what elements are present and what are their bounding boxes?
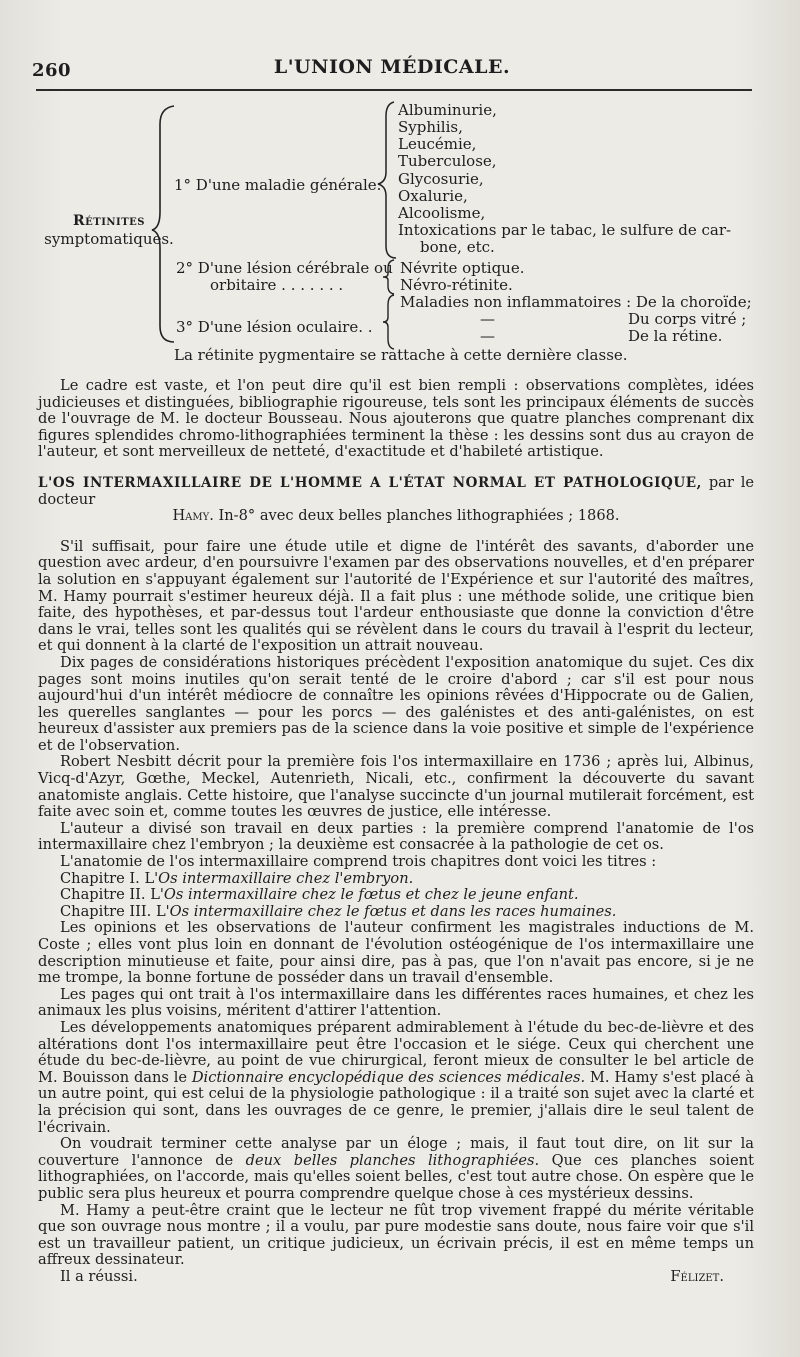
section-byline [38, 508, 754, 525]
item-glycosurie: Glycosurie, [398, 170, 484, 188]
chapter-3 [38, 904, 754, 921]
paragraph-eloge-before: On voudrait terminer cette analyse par un éloge ; mais, il faut tout dire, on lit sur la couverture l'annonce de [38, 1135, 754, 1169]
paragraph-4: L'auteur a divisé son travail en deux parties : la première comprend l'anatomie de l'os intermaxillaire chez l'embryon ; la deuxième est consacrée à la pathologie de cet os. [38, 819, 754, 854]
item-tuberculose: Tuberculose, [398, 152, 497, 170]
paragraph-3: Robert Nesbitt décrit pour la première fois l'os intermaxillaire en 1736 ; après lui, Albinus, Vicq-d'Azyr, Gœthe, Meckel, Autenrieth, Nicali, etc., confirment la découverte du savant anatomiste anglais. Cette histoire, que l'analyse succincte d'un journal mutilerait forcément, est faite avec soin et, comme toutes les œuvres de justice, elle intéresse. [38, 753, 754, 821]
section-title: L'OS INTERMAXILLAIRE DE L'HOMME A L'ÉTAT NORMAL ET PATHOLOGIQUE, [38, 474, 702, 491]
chapter-1-title: Os intermaxillaire chez l'embryon. [158, 869, 414, 887]
paragraph-cadre: Le cadre est vaste, et l'on peut dire qu'il est bien rempli : observations complètes, idées judicieuses et distinguées, bibliographie rigoureuse, tels sont les principaux éléments de succès de l'ouvrage de M. le docteur Bousseau. Nous ajouterons que quatre planches comprenant dix figures splendides chromo-lithographiées terminent la thèse : les dessins sont dus au crayon de l'auteur, et sont merveilleux de netteté, d'exactitude et d'habileté artistique. [38, 377, 754, 461]
paragraph-eloge-italic: deux belles planches lithographiées. [245, 1151, 540, 1169]
category-3-label: 3° D'une lésion oculaire. . [176, 318, 373, 336]
dash-2: — [480, 327, 495, 345]
chapter-2-label: Chapitre II. [60, 886, 146, 904]
item-leucemie: Leucémie, [398, 135, 477, 153]
chapter-1-lead: L' [144, 869, 159, 887]
brace-2-icon [380, 258, 398, 296]
item-alcoolisme: Alcoolisme, [398, 204, 486, 222]
item-intoxications-cont: bone, etc. [420, 238, 495, 256]
dash-1: — [480, 310, 495, 328]
article-body [38, 378, 754, 1286]
section-author: Hamy. [172, 507, 214, 525]
chapter-2-lead: L' [150, 886, 164, 904]
item-nevrite: Névrite optique. [400, 259, 525, 277]
paragraph-5: L'anatomie de l'os intermaxillaire comprend trois chapitres dont voici les titres : [60, 853, 657, 871]
paragraph-6: Les opinions et les observations de l'auteur confirment les magistrales inductions de M. Coste ; elles vont plus loin en donnant de l'évolution ostéogénique de l'os intermaxillaire une description minutieuse et faite, pour ainsi dire, pas à pas, que l'on n'avait pas encore, si je ne me trompe, la bonne fortune de posséder dans un travail d'ensemble. [38, 919, 754, 987]
item-retine: De la rétine. [628, 327, 723, 345]
item-albuminurie: Albuminurie, [398, 101, 497, 119]
closing-row [38, 1269, 754, 1286]
item-corps-vitre: Du corps vitré ; [628, 310, 747, 328]
section-title-tail: par le docteur [38, 473, 755, 508]
paragraph-developpements [38, 1020, 754, 1136]
classification-footnote: La rétinite pygmentaire se rattache à cette dernière classe. [174, 346, 628, 364]
brace-1-icon [374, 100, 400, 260]
category-1-label: 1° D'une maladie générale. [174, 176, 382, 194]
category-2-label-line1: 2° D'une lésion cérébrale ou [176, 259, 393, 277]
retinites-label: Rétinites symptomatiques. [44, 213, 174, 248]
closing-text: Il a réussi. [60, 1267, 138, 1285]
chapter-2-title: Os intermaxillaire chez le fœtus et chez le jeune enfant. [163, 886, 579, 904]
journal-title: L'UNION MÉDICALE. [273, 56, 511, 78]
chapter-2 [38, 887, 754, 904]
chapter-1 [38, 871, 754, 888]
signature: Félizet. [670, 1267, 724, 1285]
section-heading [38, 475, 754, 508]
paragraph-developpements-italic: Dictionnaire encyclopédique des sciences médicales. [191, 1068, 586, 1086]
item-oxalurie: Oxalurie, [398, 187, 468, 205]
paragraph-eloge-after: Que ces planches soient lithographiées, on l'accorde, mais qu'elles soient belles, c'est tout autre chose. On espère que le public sera plus heureux et pourra comprendre quelque chose à ces mystérieux dessins. [38, 1151, 754, 1202]
item-intoxications: Intoxications par le tabac, le sulfure de car- [398, 221, 732, 239]
page-number: 260 [32, 60, 72, 81]
header-rule [36, 89, 752, 91]
chapter-3-title: Os intermaxillaire chez le fœtus et dans les races humaines. [169, 902, 617, 920]
item-nevro-retinite: Névro-rétinite. [400, 276, 513, 294]
category-2-label-line2: orbitaire . . . . . . . [210, 276, 344, 294]
paragraph-developpements-after: M. Hamy s'est placé à un autre point, qui est celui de la physiologie pathologique : il a traité son sujet avec la clarté et la précision qui sont, dans les ouvrages de ce genre, le premier, j'allais dire le seul talent de l'écrivain. [38, 1068, 754, 1136]
paragraph-7: Les pages qui ont trait à l'os intermaxillaire dans les différentes races humaines, et chez les animaux les plus voisins, méritent d'attirer l'attention. [38, 985, 754, 1020]
chapter-1-label: Chapitre I. [60, 869, 140, 887]
paragraph-last: M. Hamy a peut-être craint que le lecteur ne fût trop vivement frappé du mérite véritable que son ouvrage nous montre ; il a voulu, par pure modestie sans doute, nous faire voir que s'il est un travailleur patient, un critique judicieux, un écrivain précis, il est en même temps un affreux dessinateur. [38, 1201, 754, 1269]
brace-3-icon [380, 293, 398, 351]
outer-brace-icon [150, 104, 180, 344]
chapter-3-label: Chapitre III. [60, 902, 152, 920]
item-syphilis: Syphilis, [398, 118, 463, 136]
paragraph-1: S'il suffisait, pour faire une étude utile et digne de l'intérêt des savants, d'aborder une question avec ardeur, d'en poursuivre l'examen par des observations nouvelles, et d'en préparer la solution en s'appuyant également sur l'autorité de l'Expérience et sur l'autorité des maîtres, M. Hamy pourrait s'estimer heureux déjà. Il a fait plus : une méthode solide, une critique bien faite, des hypothèses, et par-dessus tout l'ardeur enthousiaste que donne la conviction d'être dans le vrai, telles sont les qualités qui se révèlent dans le cours du travail à l'esprit du lecteur, et qui donnent à la clarté de l'exposition un attrait nouveau. [38, 537, 754, 655]
item-non-inflammatoires: Maladies non inflammatoires : De la choroïde; [400, 293, 752, 311]
chapter-3-lead: L' [155, 902, 170, 920]
paragraph-developpements-before: Les développements anatomiques préparent admirablement à l'étude du bec-de-lièvre et des altérations dont l'os intermaxillaire peut être l'occasion et le siége. Ceux qui cherchent une étude du bec-de-lièvre, au point de vue chirurgical, feront mieux de consulter le bel article de M. Bouisson dans le [38, 1018, 754, 1086]
page-header [32, 56, 752, 86]
paragraph-2: Dix pages de considérations historiques précèdent l'exposition anatomique du sujet. Ces dix pages sont moins inutiles qu'on serait tenté de le croire d'abord ; car s'il est pour nous aujourd'hui d'un intérêt médiocre de connaître les opinions rêvées d'Hippocrate ou de Galien, les querelles sanglantes — pour les porcs — des galénistes et des anti-galénistes, on est heureux d'assister aux premiers pas de la science dans la voie positive et simple de l'expérience et de l'observation. [38, 653, 754, 754]
section-details: In-8° avec deux belles planches lithographiées ; 1868. [218, 507, 620, 525]
paragraph-eloge [38, 1136, 754, 1202]
